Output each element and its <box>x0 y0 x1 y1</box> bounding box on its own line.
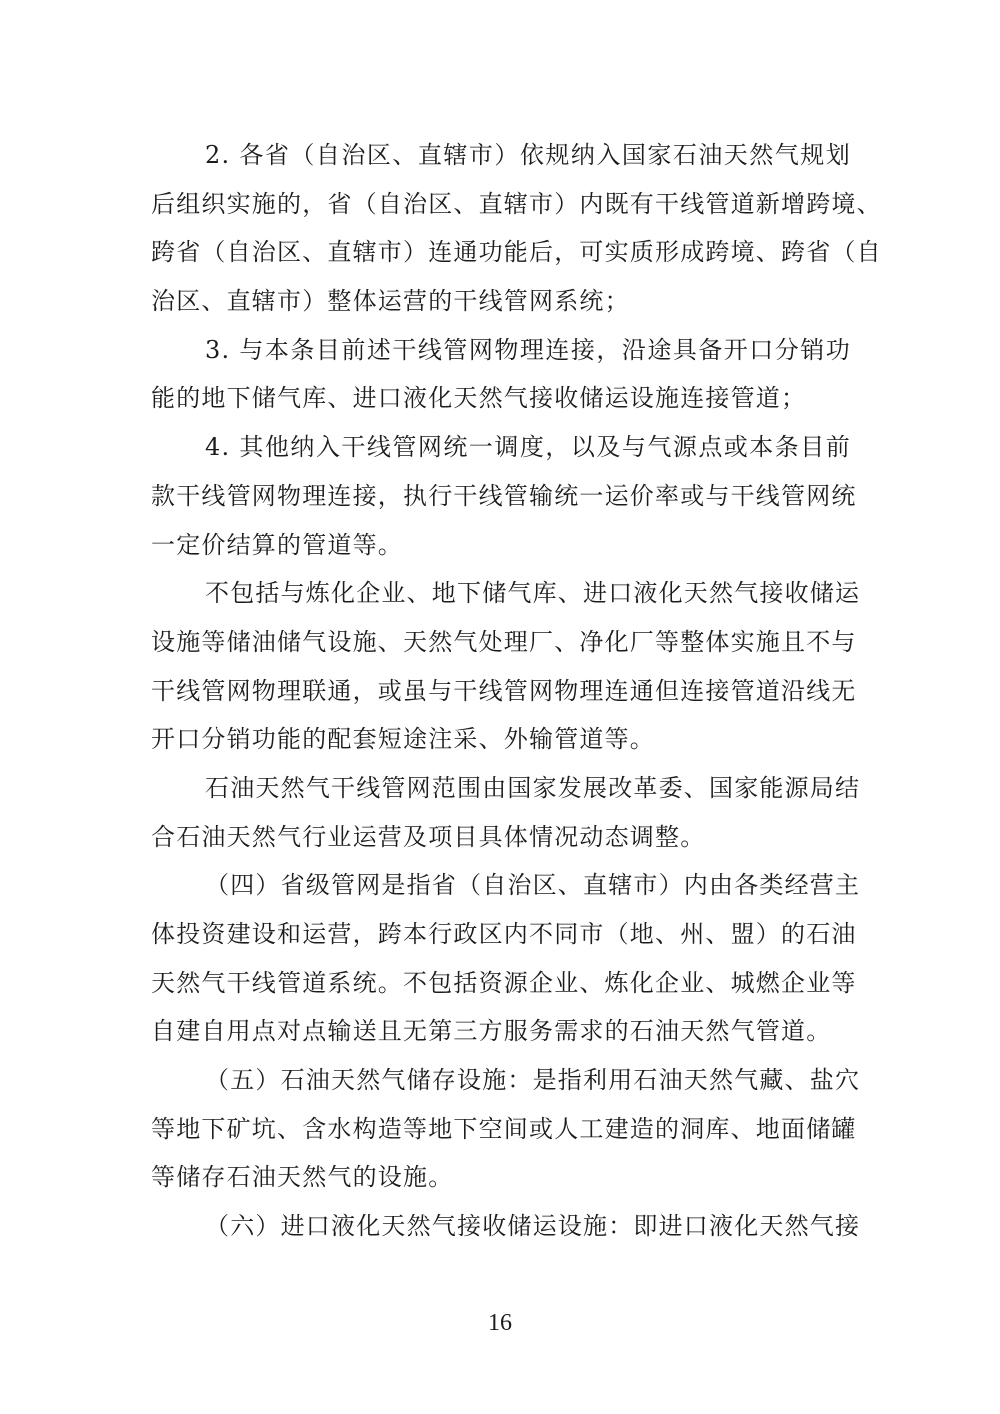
text-line: 4. 其他纳入干线管网统一调度，以及与气源点或本条目前 <box>205 433 851 462</box>
text-line: 体投资建设和运营，跨本行政区内不同市（地、州、盟）的石油 <box>151 920 857 948</box>
text-line: 治区、直辖市）整体运营的干线管网系统； <box>151 287 630 316</box>
text-line: 干线管网物理联通，或虽与干线管网物理连通但连接管道沿线无 <box>151 676 857 705</box>
text-line: 款干线管网物理连接，执行干线管输统一运价率或与干线管网统 <box>151 481 857 510</box>
text-line: 天然气干线管道系统。不包括资源企业、炼化企业、城燃企业等 <box>151 968 857 997</box>
text-line: 等储存石油天然气的设施。 <box>151 1163 454 1192</box>
text-line: 设施等储油储气设施、天然气处理厂、净化厂等整体实施且不与 <box>151 627 857 656</box>
text-line: 一定价结算的管道等。 <box>151 530 403 559</box>
text-line: 石油天然气干线管网范围由国家发展改革委、国家能源局结 <box>205 773 861 802</box>
body-text <box>151 131 882 1251</box>
text-line: 不包括与炼化企业、地下储气库、进口液化天然气接收储运 <box>205 579 861 608</box>
page-number: 16 <box>488 1310 512 1336</box>
text-line: （五）石油天然气储存设施：是指利用石油天然气藏、盐穴 <box>205 1066 861 1095</box>
text-line: 能的地下储气库、进口液化天然气接收储运设施连接管道； <box>151 384 807 413</box>
text-line: 合石油天然气行业运营及项目具体情况动态调整。 <box>151 822 706 851</box>
text-line: （六）进口液化天然气接收储运设施：即进口液化天然气接 <box>205 1212 861 1241</box>
text-line: 开口分销功能的配套短途注采、外输管道等。 <box>151 725 655 754</box>
text-line: 2. 各省（自治区、直辖市）依规纳入国家石油天然气规划 <box>205 141 851 169</box>
text-line: 3. 与本条目前述干线管网物理连接，沿途具备开口分销功 <box>205 335 851 364</box>
text-line: （四）省级管网是指省（自治区、直辖市）内由各类经营主 <box>205 871 861 900</box>
text-line: 自建自用点对点输送且无第三方服务需求的石油天然气管道。 <box>151 1017 832 1046</box>
text-line: 后组织实施的，省（自治区、直辖市）内既有干线管道新增跨境、 <box>151 189 882 218</box>
text-line: 跨省（自治区、直辖市）连通功能后，可实质形成跨境、跨省（自 <box>151 238 882 267</box>
text-line: 等地下矿坑、含水构造等地下空间或人工建造的洞库、地面储罐 <box>151 1114 857 1143</box>
